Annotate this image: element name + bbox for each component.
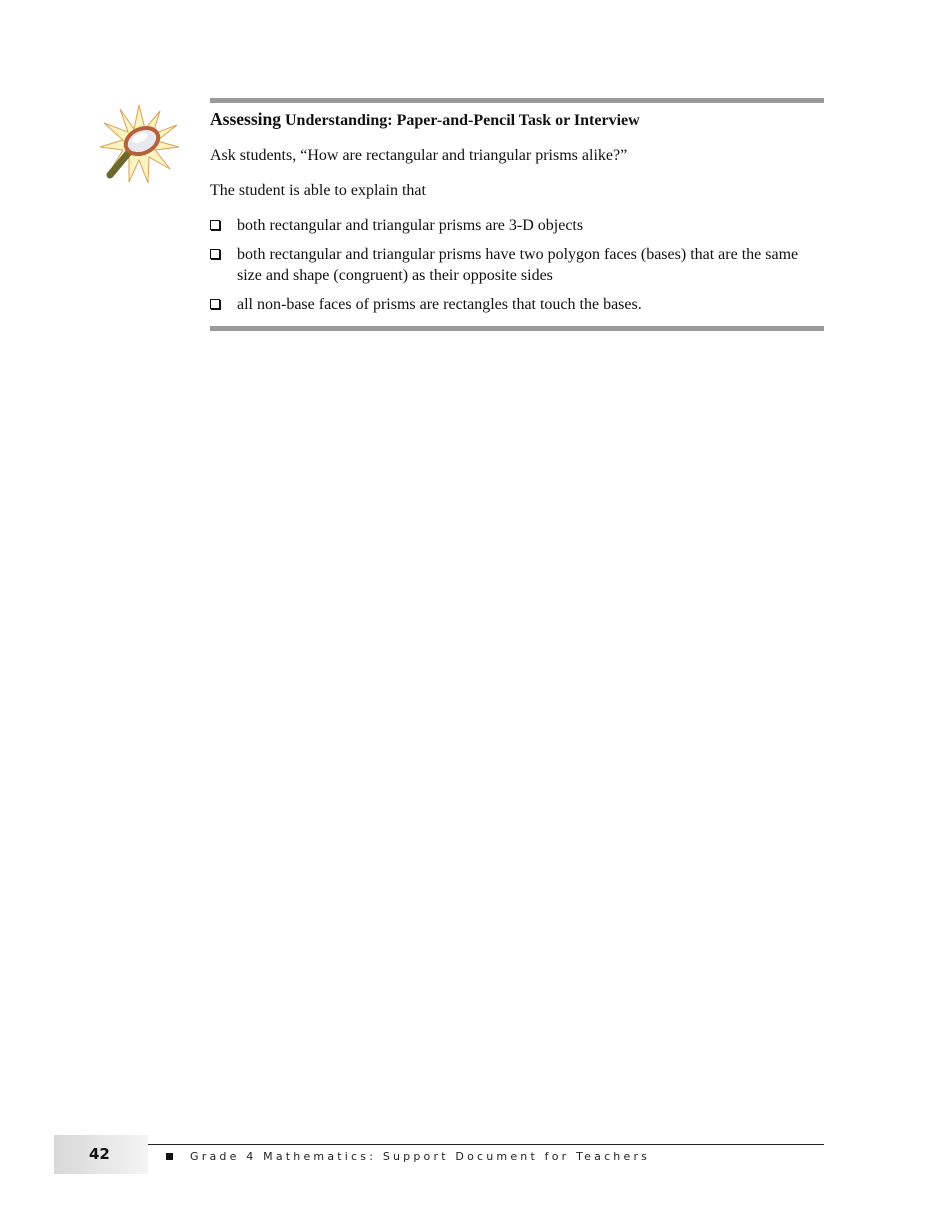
checkbox-icon: [210, 220, 220, 230]
checklist-item: both rectangular and triangular prisms are 3-D objects: [210, 215, 820, 236]
square-bullet-icon: [166, 1153, 173, 1160]
footer-rule: [148, 1144, 824, 1145]
section-title: Assessing Understanding: Paper-and-Pencil Task or Interview: [210, 109, 640, 129]
magnifying-glass-starburst-icon: [98, 103, 180, 185]
footer-title: Grade 4 Mathematics: Support Document for Teachers: [190, 1150, 651, 1163]
bottom-rule: [210, 326, 824, 331]
page-number-box: [54, 1135, 148, 1174]
checklist-item: all non-base faces of prisms are rectangles that touch the bases.: [210, 294, 820, 315]
checkbox-icon: [210, 299, 220, 309]
checklist-item: both rectangular and triangular prisms have two polygon faces (bases) that are the same size and shape (congruent) as their opposite sides: [210, 244, 820, 286]
lead-text: The student is able to explain that: [210, 182, 426, 199]
checkbox-icon: [210, 249, 220, 259]
prompt-text: Ask students, “How are rectangular and triangular prisms alike?”: [210, 147, 628, 164]
top-rule: [210, 98, 824, 103]
page-number: 42: [89, 1145, 110, 1163]
